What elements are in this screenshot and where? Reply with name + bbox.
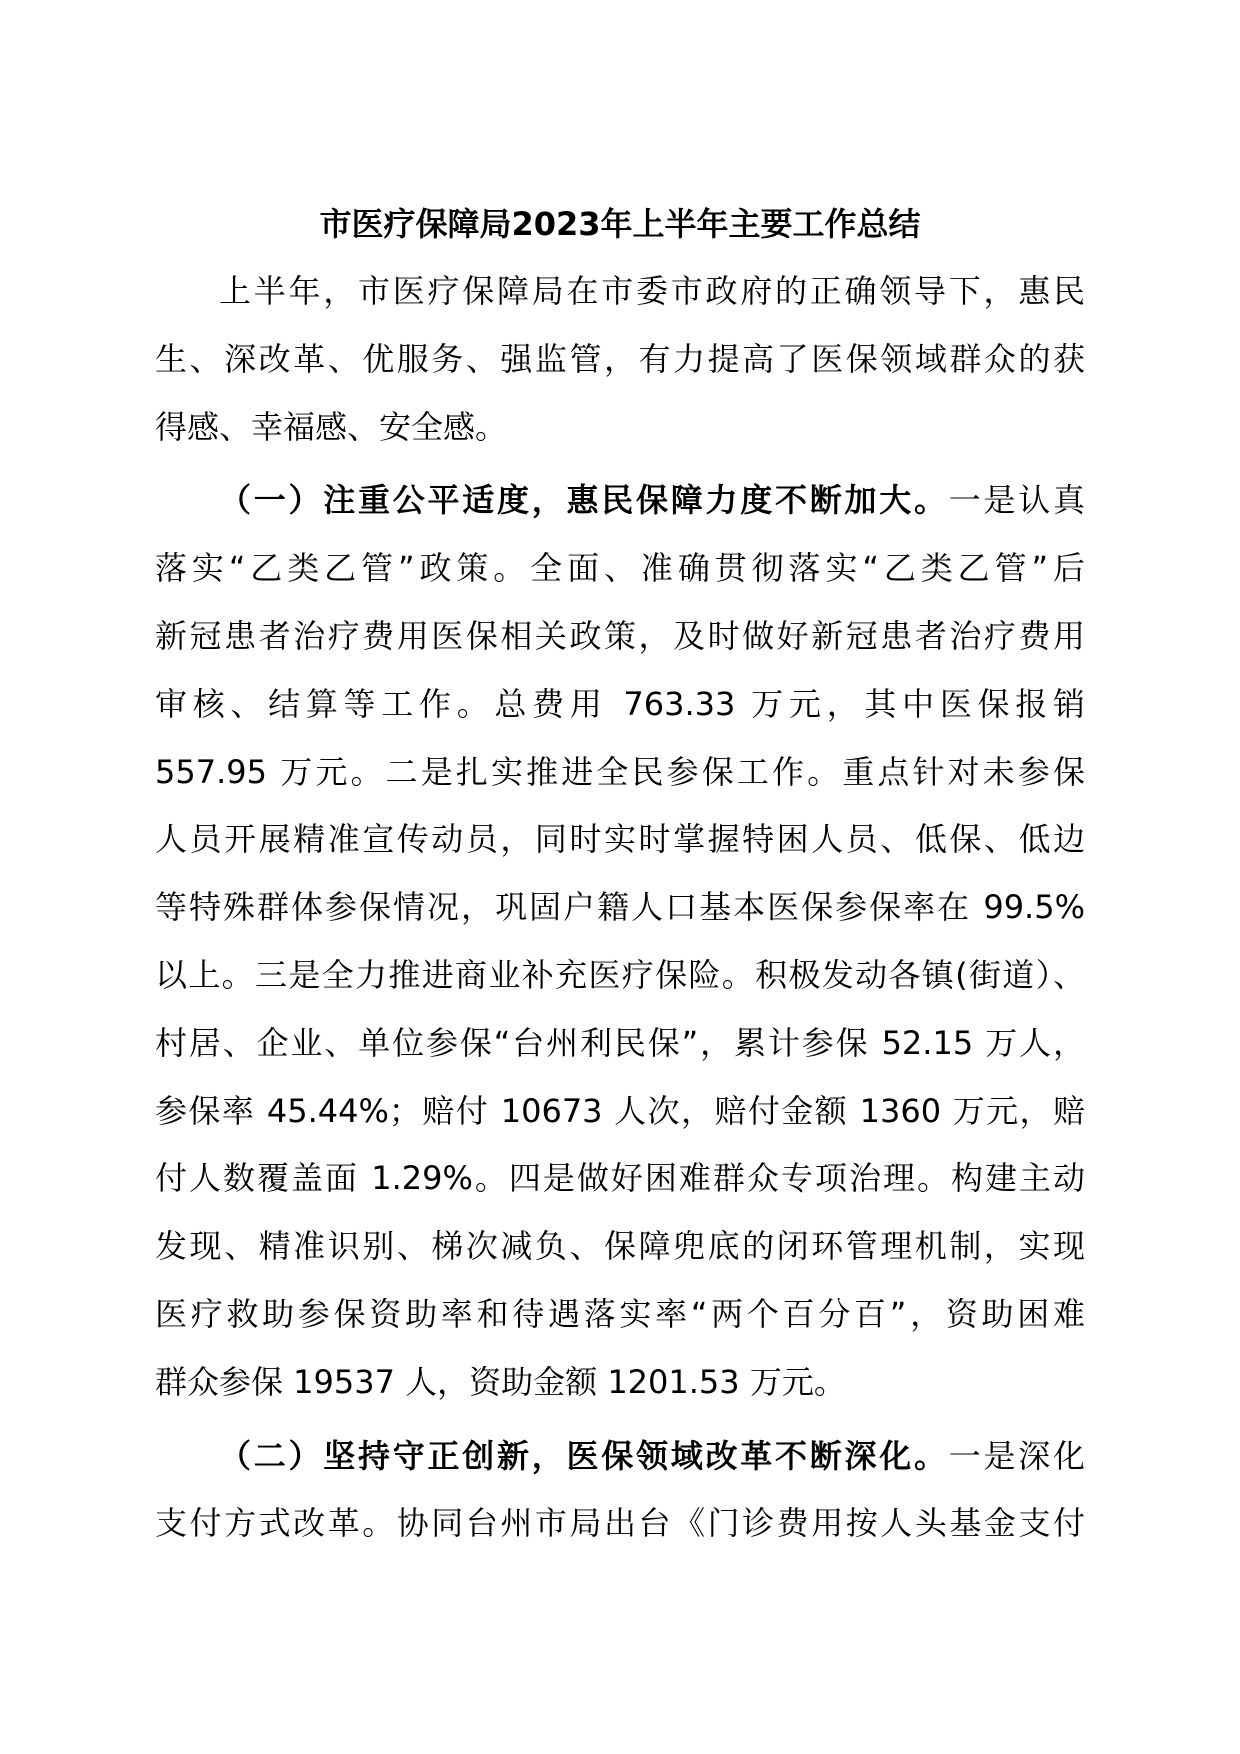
document-title: 市医疗保障局2023年上半年主要工作总结 — [319, 205, 921, 243]
text-line: 等特殊群体参保情况，巩固户籍人口基本医保参保率在 99.5% — [155, 888, 1085, 927]
text-line: 医疗救助参保资助率和待遇落实率“两个百分百”，资助困难 — [155, 1294, 1085, 1333]
text-line: 557.95 万元。二是扎实推进全民参保工作。重点针对未参保 — [155, 752, 1085, 791]
text-line: 上半年，市医疗保障局在市委市政府的正确领导下，惠民 — [219, 272, 1085, 310]
text-span: 一是认真 — [948, 481, 1085, 520]
text-line — [155, 467, 1085, 535]
text-span: 一是深化 — [948, 1436, 1085, 1475]
text-line: 支付方式改革。协同台州市局出台《门诊费用按人头基金支付 — [155, 1504, 1085, 1543]
text-line: 审核、结算等工作。总费用 763.33 万元，其中医保报销 — [155, 684, 1085, 723]
text-line: 群众参保 19537 人，资助金额 1201.53 万元。 — [155, 1362, 846, 1401]
section-1-heading: （一）注重公平适度，惠民保障力度不断加大。 — [219, 481, 949, 520]
text-line: 生、深改革、优服务、强监管，有力提高了医保领域群众的获 — [155, 339, 1085, 378]
text-line — [155, 1423, 1085, 1491]
text-line: 新冠患者治疗费用医保相关政策，及时做好新冠患者治疗费用 — [155, 616, 1085, 655]
text-line: 村居、企业、单位参保“台州利民保”，累计参保 52.15 万人， — [155, 1023, 1085, 1062]
section-2-heading: （二）坚持守正创新，医保领域改革不断深化。 — [219, 1436, 949, 1475]
section-1-paragraph — [155, 467, 1085, 1416]
intro-paragraph — [155, 258, 1085, 461]
document-body — [155, 258, 1085, 1558]
text-line: 得感、幸福感、安全感。 — [155, 407, 508, 446]
text-line: 发现、精准识别、梯次减负、保障兜底的闭环管理机制，实现 — [155, 1227, 1085, 1266]
text-line: 以上。三是全力推进商业补充医疗保险。积极发动各镇(街道）、 — [155, 955, 1085, 994]
text-line: 人员开展精准宣传动员，同时实时掌握特困人员、低保、低边 — [155, 820, 1085, 859]
text-line: 付人数覆盖面 1.29%。四是做好困难群众专项治理。构建主动 — [155, 1159, 1085, 1198]
section-2-paragraph — [155, 1423, 1085, 1559]
text-line: 落实“乙类乙管”政策。全面、准确贯彻落实“乙类乙管”后 — [155, 549, 1085, 588]
text-line: 参保率 45.44%；赔付 10673 人次，赔付金额 1360 万元，赔 — [155, 1091, 1085, 1130]
